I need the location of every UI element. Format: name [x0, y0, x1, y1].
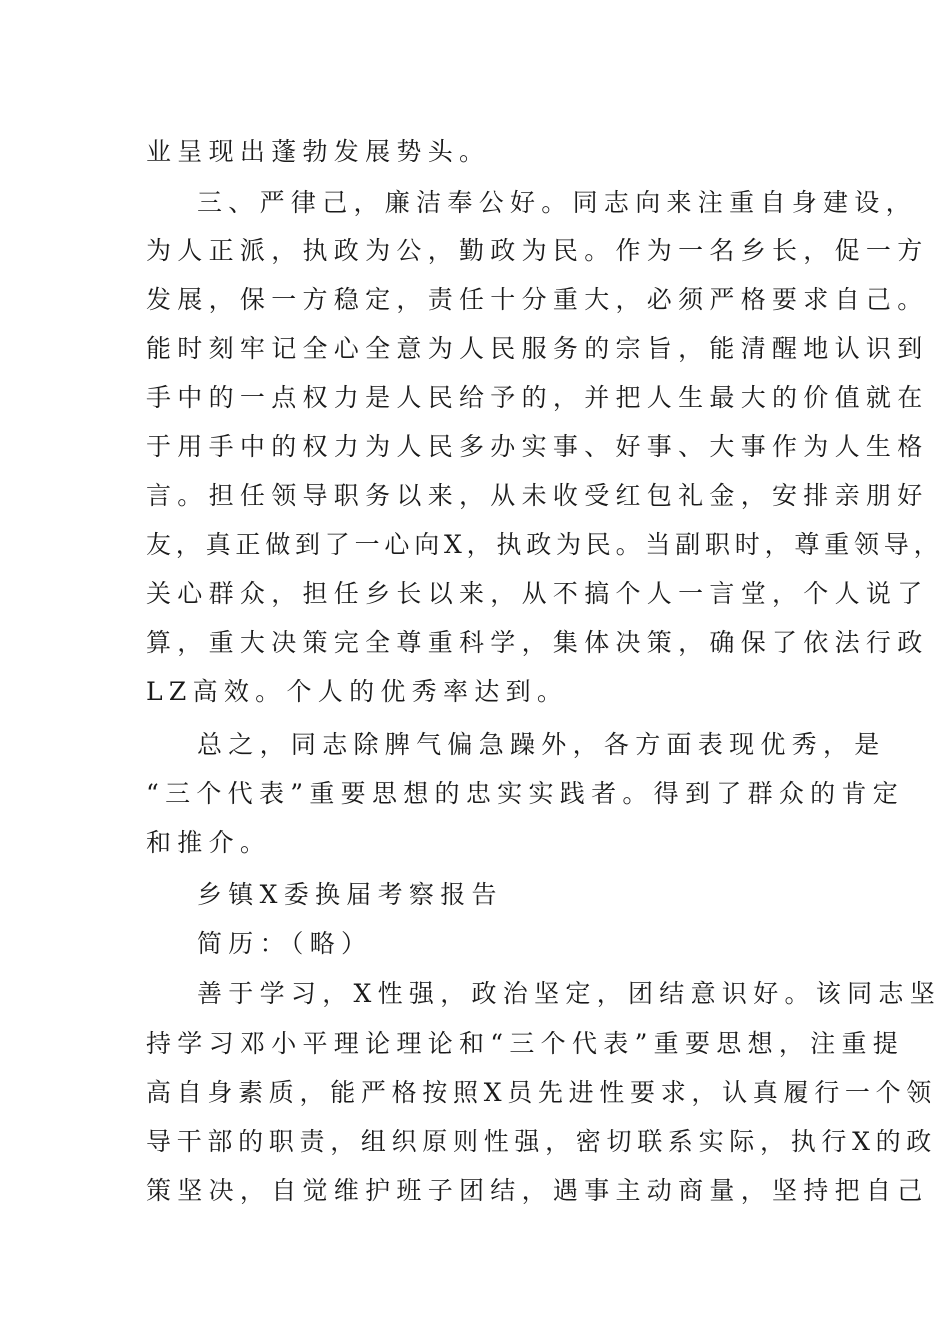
- text-line-3: 为人正派，执政为公，勤政为民。作为一名乡长，促一方: [146, 236, 929, 265]
- text-line-14: “三个代表”重要思想的忠实实践者。得到了群众的肯定: [146, 779, 905, 808]
- text-line-21: 导干部的职责，组织原则性强，密切联系实际，执行X的政: [146, 1127, 938, 1156]
- text-line-20: 高自身素质，能严格按照X员先进性要求，认真履行一个领: [146, 1078, 938, 1107]
- text-line-19: 持学习邓小平理论理论和“三个代表”重要思想，注重提: [146, 1029, 905, 1058]
- text-line-18: 善于学习，X性强，政治坚定，团结意识好。该同志坚: [197, 979, 941, 1008]
- text-line-12: LZ高效。个人的优秀率达到。: [146, 677, 569, 706]
- text-line-13: 总之，同志除脾气偏急躁外，各方面表现优秀，是: [197, 730, 886, 759]
- text-line-11: 算，重大决策完全尊重科学，集体决策，确保了依法行政: [146, 628, 929, 657]
- text-line-22: 策坚决，自觉维护班子团结，遇事主动商量，坚持把自己: [146, 1176, 929, 1205]
- text-line-1: 业呈现出蓬勃发展势头。: [146, 137, 491, 166]
- text-line-9: 友，真正做到了一心向X，执政为民。当副职时，尊重领导，: [146, 530, 944, 559]
- text-line-5: 能时刻牢记全心全意为人民服务的宗旨，能清醒地认识到: [146, 334, 929, 363]
- text-line-7: 于用手中的权力为人民多办实事、好事、大事作为人生格: [146, 432, 929, 461]
- text-line-8: 言。担任领导职务以来，从未收受红包礼金，安排亲朋好: [146, 481, 929, 510]
- heading-line: 乡镇X委换届考察报告: [197, 880, 503, 909]
- text-line-17: 简历：（略）: [197, 929, 373, 958]
- text-line-6: 手中的一点权力是人民给予的，并把人生最大的价值就在: [146, 383, 929, 412]
- text-line-4: 发展，保一方稳定，责任十分重大，必须严格要求自己。: [146, 285, 929, 314]
- text-line-2: 三、严律己，廉洁奉公好。同志向来注重自身建设，: [197, 188, 917, 217]
- text-line-10: 关心群众，担任乡长以来，从不搞个人一言堂，个人说了: [146, 579, 929, 608]
- text-line-15: 和推介。: [146, 828, 272, 857]
